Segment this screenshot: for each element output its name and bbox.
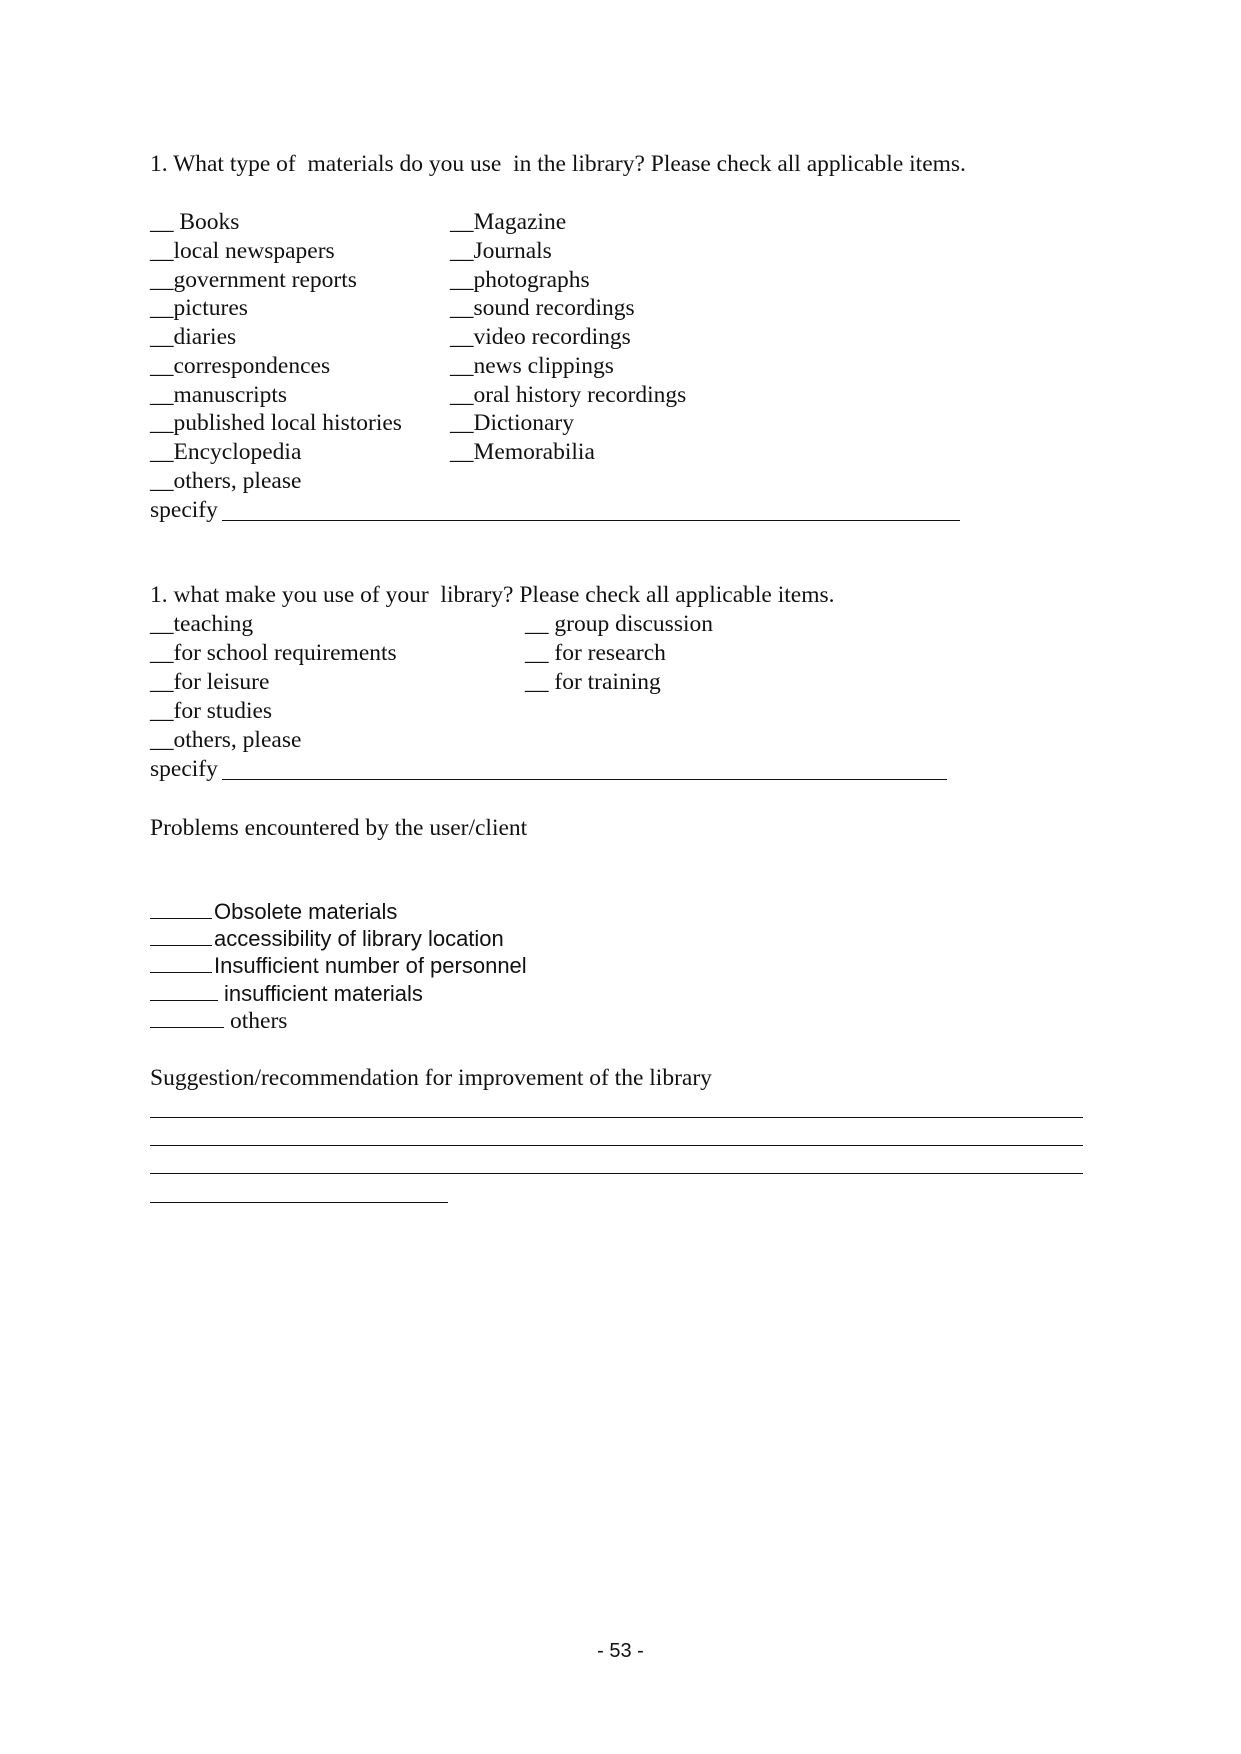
q1-left-item[interactable]: __diaries	[150, 324, 237, 350]
q2-left-item[interactable]: __teaching	[150, 611, 254, 637]
problem-blank[interactable]	[150, 999, 218, 1001]
q1-left-item[interactable]: __local newspapers	[150, 238, 335, 264]
q1-right-item[interactable]: __oral history recordings	[450, 382, 687, 408]
suggestion-line[interactable]	[150, 1202, 448, 1203]
q1-right-item[interactable]: __news clippings	[450, 353, 614, 379]
q1-right-item[interactable]: __photographs	[450, 267, 590, 293]
problems-heading: Problems encountered by the user/client	[150, 815, 528, 841]
q2-right-item[interactable]: __ for training	[525, 669, 661, 695]
q1-right-item[interactable]: __sound recordings	[450, 295, 635, 321]
problem-blank[interactable]	[150, 1026, 224, 1028]
q1-left-item[interactable]: __others, please	[150, 468, 302, 494]
q1-right-item[interactable]: __Journals	[450, 238, 552, 264]
q2-specify-field[interactable]	[222, 779, 947, 780]
q2-question: 1. what make you use of your library? Please check all applicable items.	[150, 582, 835, 608]
q2-left-item[interactable]: __others, please	[150, 727, 302, 753]
q1-right-item[interactable]: __Dictionary	[450, 410, 574, 436]
q2-right-item[interactable]: __ group discussion	[525, 611, 713, 637]
problem-item[interactable]	[150, 925, 504, 953]
q2-right-item[interactable]: __ for research	[525, 640, 666, 666]
q1-specify-label: specify	[150, 497, 218, 523]
problem-blank[interactable]	[150, 971, 212, 973]
q1-question: 1. What type of materials do you use in the library? Please check all applicable items.	[150, 151, 966, 177]
problem-label: others	[230, 1008, 288, 1034]
q1-left-item[interactable]: __manuscripts	[150, 382, 288, 408]
q1-right-item[interactable]: __Magazine	[450, 209, 567, 235]
suggestion-line[interactable]	[150, 1145, 1083, 1146]
problem-blank[interactable]	[150, 944, 212, 946]
q1-left-item[interactable]: __pictures	[150, 295, 248, 321]
q1-left-item[interactable]: __published local histories	[150, 410, 402, 436]
problem-label: Obsolete materials	[214, 899, 398, 924]
problem-item[interactable]	[150, 952, 527, 980]
problem-item[interactable]	[150, 980, 423, 1008]
q1-left-item[interactable]: __correspondences	[150, 353, 331, 379]
q2-specify-label: specify	[150, 756, 218, 782]
q1-left-item[interactable]: __government reports	[150, 267, 357, 293]
problem-item[interactable]	[150, 1007, 287, 1035]
problem-label: insufficient materials	[224, 981, 423, 1006]
q1-right-item[interactable]: __Memorabilia	[450, 439, 595, 465]
q2-left-item[interactable]: __for school requirements	[150, 640, 397, 666]
q2-left-item[interactable]: __for studies	[150, 698, 273, 724]
problem-label: accessibility of library location	[214, 926, 504, 951]
q1-left-item[interactable]: __Encyclopedia	[150, 439, 302, 465]
suggestion-line[interactable]	[150, 1117, 1083, 1118]
problem-item[interactable]	[150, 898, 397, 926]
q2-left-item[interactable]: __for leisure	[150, 669, 270, 695]
page-number: - 53 -	[597, 1640, 644, 1662]
q1-right-item[interactable]: __video recordings	[450, 324, 631, 350]
problem-label: Insufficient number of personnel	[214, 953, 527, 978]
problem-blank[interactable]	[150, 917, 212, 919]
suggestion-line[interactable]	[150, 1173, 1083, 1174]
q1-left-item[interactable]: __ Books	[150, 209, 240, 235]
q1-specify-field[interactable]	[222, 520, 960, 521]
suggestion-heading: Suggestion/recommendation for improvement of the library	[150, 1065, 712, 1091]
